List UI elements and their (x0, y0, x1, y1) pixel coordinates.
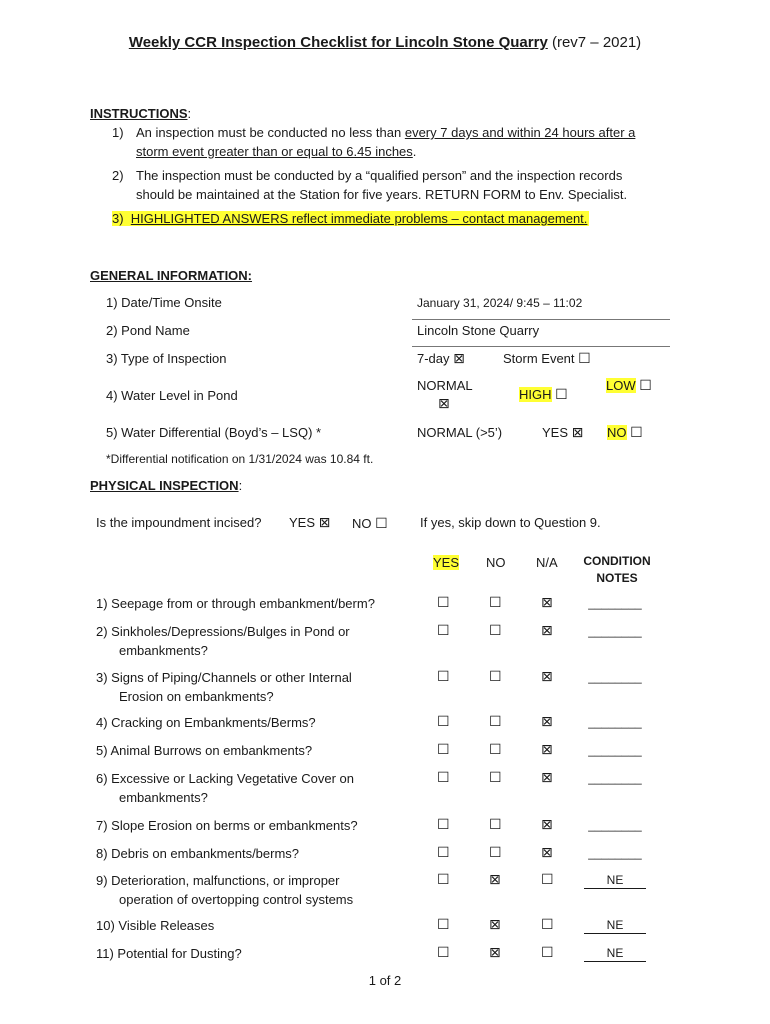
inspection-na-checkbox[interactable]: ⊠ (541, 845, 553, 861)
inspection-no-checkbox[interactable]: ☐ (489, 742, 502, 758)
inspection-question-line1: 7) Slope Erosion on berms or embankments? (96, 818, 358, 833)
inspection-no-checkbox[interactable]: ⊠ (489, 917, 501, 933)
inspection-notes-text: ________ (588, 743, 642, 757)
general-q5: 5) Water Differential (Boyd’s – LSQ) * (106, 425, 322, 440)
water-level-low-checkbox[interactable]: ☐ (639, 378, 652, 394)
inspection-yes-checkbox[interactable]: ☐ (437, 669, 450, 685)
title-main: Weekly CCR Inspection Checklist for Lincoln Stone Quarry (128, 34, 548, 51)
incised-no-label: NO (352, 516, 372, 531)
water-diff-yes (542, 425, 583, 441)
instruction-2-line1: The inspection must be conducted by a “qualified person” and the inspection records (136, 168, 623, 183)
general-q3: 3) Type of Inspection (106, 351, 227, 366)
inspection-notes-text: ________ (588, 670, 642, 684)
incised-yes-checkbox[interactable]: ⊠ (318, 515, 331, 531)
water-level-normal-checkbox[interactable]: ⊠ (438, 396, 450, 412)
incised-yes-label: YES (289, 515, 316, 530)
instruction-1-underlined-a: every 7 days and within 24 hours after a (404, 125, 636, 140)
column-na-header: N/A (536, 555, 558, 570)
inspection-question-line1: 8) Debris on embankments/berms? (96, 846, 300, 861)
inspection-condition-notes[interactable] (584, 771, 646, 786)
page-number: 1 of 2 (368, 973, 402, 988)
instruction-1-line1 (136, 125, 635, 140)
seven-day-label: 7-day (417, 351, 450, 366)
inspection-yes-checkbox[interactable]: ☐ (437, 917, 450, 933)
general-q2: 2) Pond Name (106, 323, 190, 338)
inspection-condition-notes[interactable] (584, 596, 646, 611)
incised-question: Is the impoundment incised? (96, 515, 262, 530)
physical-header-text: PHYSICAL INSPECTION (90, 478, 239, 493)
inspection-notes-text: ________ (588, 846, 642, 860)
inspection-notes-text: NE (606, 918, 624, 932)
general-q1: 1) Date/Time Onsite (106, 295, 222, 310)
general-a3-7day (417, 351, 465, 367)
storm-event-label: Storm Event (503, 351, 575, 366)
inspection-na-checkbox[interactable]: ⊠ (541, 742, 553, 758)
inspection-condition-notes[interactable] (584, 873, 646, 889)
title-rev: (rev7 – 2021) (547, 34, 642, 51)
inspection-notes-text: ________ (588, 715, 642, 729)
page-title (0, 34, 770, 51)
inspection-question-line1: 4) Cracking on Embankments/Berms? (96, 715, 316, 730)
inspection-condition-notes[interactable] (584, 670, 646, 685)
instruction-2-line2: should be maintained at the Station for five years. RETURN FORM to Env. Specialist. (136, 187, 628, 202)
inspection-question-line2: operation of overtopping control systems (119, 892, 354, 907)
general-a1-underline (412, 319, 670, 320)
inspection-no-checkbox[interactable]: ☐ (489, 623, 502, 639)
inspection-condition-notes[interactable] (584, 918, 646, 934)
inspection-condition-notes[interactable] (584, 715, 646, 730)
inspection-question-line2: embankments? (119, 643, 208, 658)
water-level-high (519, 387, 568, 403)
inspection-question-line1: 3) Signs of Piping/Channels or other Internal (96, 670, 352, 685)
inspection-question-line1: 5) Animal Burrows on embankments? (96, 743, 313, 758)
inspection-yes-checkbox[interactable]: ☐ (437, 817, 450, 833)
inspection-notes-text: ________ (588, 818, 642, 832)
water-diff-no (607, 425, 643, 441)
column-notes-header-line2: NOTES (596, 571, 638, 585)
water-diff-yes-checkbox[interactable]: ⊠ (571, 425, 584, 441)
inspection-notes-text: NE (606, 873, 624, 887)
inspection-no-checkbox[interactable]: ⊠ (489, 872, 501, 888)
instructions-colon: : (187, 106, 192, 121)
inspection-notes-text: NE (606, 946, 624, 960)
inspection-question-line2: embankments? (119, 790, 208, 805)
column-notes-header-line1: CONDITION (583, 554, 651, 568)
inspection-na-checkbox[interactable]: ☐ (541, 917, 554, 933)
column-yes-header: YES (433, 555, 460, 570)
instructions-header-text: INSTRUCTIONS (90, 106, 188, 121)
instruction-1-text-a: An inspection must be conducted no less than (136, 125, 405, 140)
incised-yes (289, 515, 330, 531)
inspection-no-checkbox[interactable]: ☐ (489, 770, 502, 786)
inspection-na-checkbox[interactable]: ⊠ (541, 669, 553, 685)
inspection-no-checkbox[interactable]: ☐ (489, 817, 502, 833)
inspection-yes-checkbox[interactable]: ☐ (437, 872, 450, 888)
water-diff-yes-label: YES (542, 425, 569, 440)
column-notes-header (574, 554, 660, 585)
instruction-1-underlined-b: storm event greater than or equal to 6.45 inches (136, 144, 413, 159)
storm-event-checkbox[interactable]: ☐ (578, 351, 591, 367)
water-level-low-label: LOW (606, 378, 636, 393)
inspection-condition-notes[interactable] (584, 743, 646, 758)
inspection-no-checkbox[interactable]: ☐ (489, 595, 502, 611)
instruction-1-number: 1) (112, 125, 124, 140)
general-q4: 4) Water Level in Pond (106, 388, 238, 403)
inspection-condition-notes[interactable] (584, 946, 646, 962)
water-level-low (606, 378, 652, 394)
instruction-3-highlight (112, 211, 589, 226)
physical-header (90, 478, 242, 493)
differential-footnote: *Differential notification on 1/31/2024 was 10.84 ft. (106, 452, 374, 466)
inspection-question-line1: 9) Deterioration, malfunctions, or improper (96, 873, 340, 888)
inspection-yes-checkbox[interactable]: ☐ (437, 770, 450, 786)
inspection-na-checkbox[interactable]: ⊠ (541, 623, 553, 639)
inspection-na-checkbox[interactable]: ⊠ (541, 770, 553, 786)
incised-no (352, 516, 388, 532)
water-diff-no-checkbox[interactable]: ☐ (630, 425, 643, 441)
inspection-na-checkbox[interactable]: ⊠ (541, 595, 553, 611)
inspection-yes-checkbox[interactable]: ☐ (437, 714, 450, 730)
general-header: GENERAL INFORMATION: (90, 268, 253, 283)
instruction-3-number: 3) (112, 211, 124, 226)
water-diff-normal-label: NORMAL (>5’) (417, 425, 503, 440)
general-a2: Lincoln Stone Quarry (417, 323, 540, 338)
inspection-question-line1: 2) Sinkholes/Depressions/Bulges in Pond or (96, 624, 350, 639)
instruction-1-line2 (136, 144, 416, 159)
general-a2-underline (412, 346, 670, 347)
inspection-question-line1: 1) Seepage from or through embankment/berm? (96, 596, 375, 611)
general-a3-storm (503, 351, 591, 367)
general-a1: January 31, 2024/ 9:45 – 11:02 (417, 296, 583, 310)
incised-no-checkbox[interactable]: ☐ (375, 516, 388, 532)
inspection-question-line1: 6) Excessive or Lacking Vegetative Cover on (96, 771, 354, 786)
instructions-header (90, 106, 191, 121)
inspection-condition-notes[interactable] (584, 624, 646, 639)
inspection-yes-checkbox[interactable]: ☐ (437, 742, 450, 758)
instruction-2-number: 2) (112, 168, 124, 183)
inspection-notes-text: ________ (588, 596, 642, 610)
inspection-na-checkbox[interactable]: ⊠ (541, 817, 553, 833)
inspection-yes-checkbox[interactable]: ☐ (437, 945, 450, 961)
water-diff-no-label: NO (607, 425, 627, 440)
inspection-no-checkbox[interactable]: ☐ (489, 845, 502, 861)
water-level-normal-label: NORMAL (417, 378, 473, 393)
inspection-na-checkbox[interactable]: ☐ (541, 872, 554, 888)
instruction-1-period: . (412, 144, 417, 159)
inspection-no-checkbox[interactable]: ☐ (489, 669, 502, 685)
inspection-na-checkbox[interactable]: ⊠ (541, 714, 553, 730)
skip-instruction: If yes, skip down to Question 9. (420, 515, 601, 530)
inspection-notes-text: ________ (588, 624, 642, 638)
inspection-question-line1: 10) Visible Releases (96, 918, 215, 933)
instruction-3-text: HIGHLIGHTED ANSWERS reflect immediate problems – contact management. (130, 211, 588, 226)
inspection-yes-checkbox[interactable]: ☐ (437, 623, 450, 639)
inspection-question-line1: 11) Potential for Dusting? (96, 946, 242, 961)
inspection-question-line2: Erosion on embankments? (119, 689, 274, 704)
inspection-na-checkbox[interactable]: ☐ (541, 945, 554, 961)
inspection-notes-text: ________ (588, 771, 642, 785)
inspection-no-checkbox[interactable]: ☐ (489, 714, 502, 730)
seven-day-checkbox[interactable]: ⊠ (453, 351, 465, 367)
inspection-yes-checkbox[interactable]: ☐ (437, 595, 450, 611)
inspection-yes-checkbox[interactable]: ☐ (437, 845, 450, 861)
inspection-no-checkbox[interactable]: ⊠ (489, 945, 501, 961)
physical-header-colon: : (238, 478, 243, 493)
water-level-high-label: HIGH (519, 387, 552, 402)
inspection-condition-notes[interactable] (584, 818, 646, 833)
inspection-condition-notes[interactable] (584, 846, 646, 861)
column-no-header: NO (486, 555, 506, 570)
water-level-high-checkbox[interactable]: ☐ (555, 387, 568, 403)
